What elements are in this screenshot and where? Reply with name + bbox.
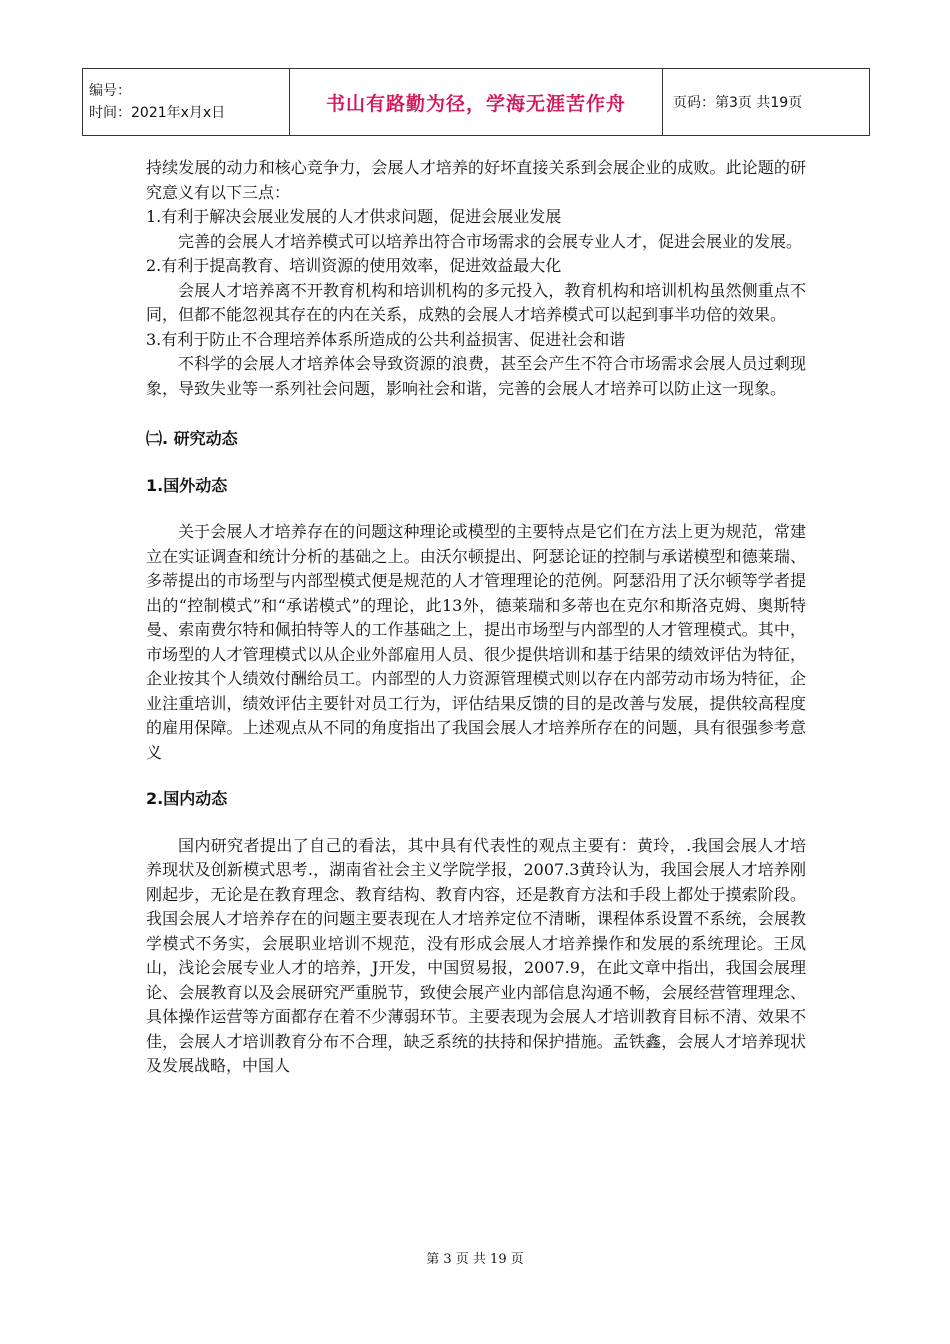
paragraph: 关于会展人才培养存在的问题这种理论或模型的主要特点是它们在方法上更为规范，常建立在实证调查和统计分析的基础之上。由沃尔顿提出、阿瑟论证的控制与承诺模型和德莱瑞、多蒂提出的市场型与内部型模式便是规范的人才管理理论的范例。阿瑟沿用了沃尔顿等学者提出的“控制模式”和“承诺模式”的理论，此13外，德莱瑞和多蒂也在克尔和斯洛克姆、奥斯特曼、索南费尔特和佩拍特等人的工作基础之上，提出市场型与内部型的人才管理模式。其中，市场型的人才管理模式以从企业外部雇用人员、很少提供培训和基于结果的绩效评估为特征，企业按其个人绩效付酬给员工。内部型的人力资源管理模式则以存在内部劳动市场为特征，企业注重培训，绩效评估主要针对员工行为，评估结果反馈的目的是改善与发展，提供较高程度的雇用保障。上述观点从不同的角度指出了我国会展人才培养所存在的问题，具有很强参考意义 bbox=[146, 522, 806, 762]
page-footer: 第 3 页 共 19 页 bbox=[426, 1252, 524, 1267]
subsection-heading: 2.国内动态 bbox=[146, 789, 228, 808]
section-heading: ㈡. 研究动态 bbox=[146, 429, 238, 448]
number-label: 编号： bbox=[89, 83, 131, 99]
subsection-heading: 1.国外动态 bbox=[146, 475, 228, 495]
paragraph: 持续发展的动力和核心竞争力，会展人才培养的好坏直接关系到会展企业的成败。此论题的研究意义有以下三点： bbox=[146, 158, 806, 202]
paragraph: 完善的会展人才培养模式可以培养出符合市场需求的会展专业人才，促进会展业的发展。 bbox=[178, 231, 803, 251]
page-info: 页码：第3页 共19页 bbox=[663, 69, 870, 136]
header-motto-cell bbox=[290, 69, 663, 136]
header-table bbox=[82, 68, 870, 136]
list-item-title: 3.有利于防止不合理培养体系所造成的公共利益损害、促进社会和谐 bbox=[146, 329, 626, 349]
date-label: 时间：2021年x月x日 bbox=[89, 105, 226, 121]
list-item-title: 1.有利于解决会展业发展的人才供求问题，促进会展业发展 bbox=[146, 207, 562, 226]
paragraph: 会展人才培养离不开教育机构和培训机构的多元投入，教育机构和培训机构虽然侧重点不同，但都不能忽视其存在的内在关系，成熟的会展人才培养模式可以起到事半功倍的效果。 bbox=[146, 280, 806, 324]
paragraph: 国内研究者提出了自己的看法，其中具有代表性的观点主要有：黄玲，.我国会展人才培养现状及创新模式思考.，湖南省社会主义学院学报，2007.3黄玲认为，我国会展人才培养刚刚起步，无论是在教育理念、教育结构、教育内容，还是教育方法和手段上都处于摸索阶段。我国会展人才培养存在的问题主要表现在人才培养定位不清晰，课程体系设置不系统，会展教学模式不务实，会展职业培训不规范，没有形成会展人才培养操作和发展的系统理论。王凤山，浅论会展专业人才的培养，J开发，中国贸易报，2007.9，在此文章中指出，我国会展理论、会展教育以及会展研究严重脱节，致使会展产业内部信息沟通不畅，会展经营管理理念、具体操作运营等方面都存在着不少薄弱环节。主要表现为会展人才培训教育目标不清、效果不佳，会展人才培训教育分布不合理，缺乏系统的扶持和保护措施。孟铁鑫，会展人才培养现状及发展战略，中国人 bbox=[146, 835, 806, 1075]
document-body bbox=[146, 156, 806, 1079]
motto: 书山有路勤为径，学海无涯苦作舟 bbox=[325, 92, 626, 115]
paragraph: 不科学的会展人才培养体会导致资源的浪费，甚至会产生不符合市场需求会展人员过剩现象，导致失业等一系列社会问题，影响社会和谐，完善的会展人才培养可以防止这一现象。 bbox=[146, 354, 806, 398]
header-left-cell bbox=[83, 69, 290, 136]
list-item-title: 2.有利于提高教育、培训资源的使用效率，促进效益最大化 bbox=[146, 256, 562, 275]
